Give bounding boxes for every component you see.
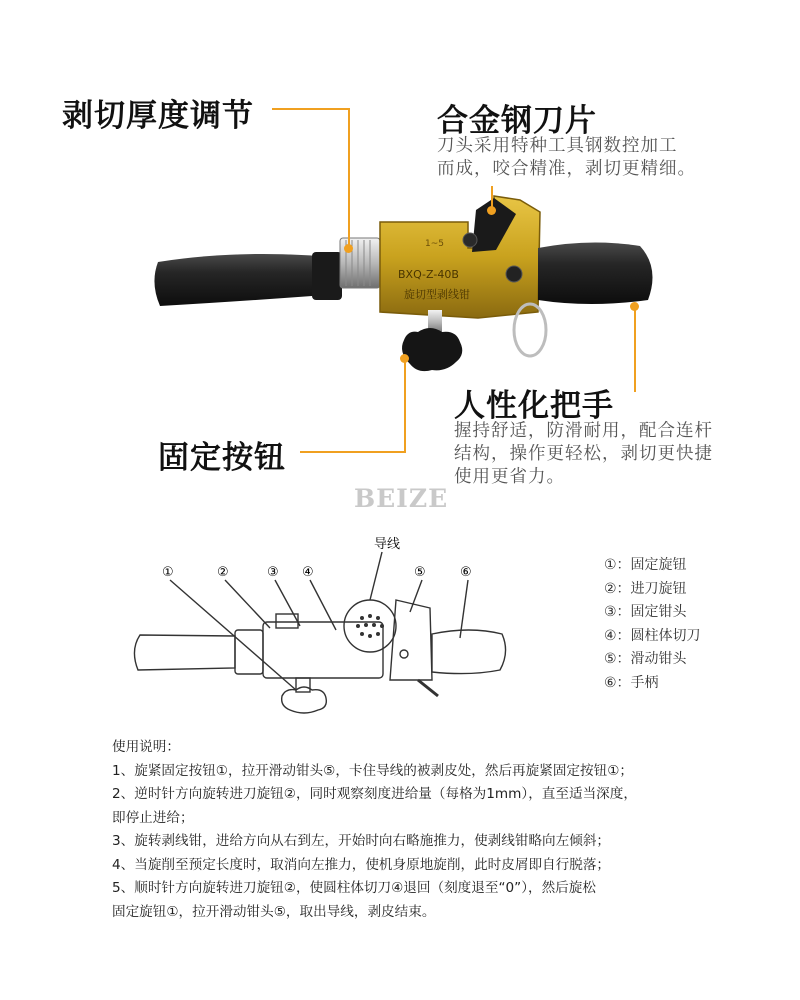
leader-handle-v [634,306,636,392]
watermark: BEIZE [354,484,449,513]
diagram-fixing-knob [282,687,327,713]
leader-blade-dot [487,206,496,215]
desc-blade-line: 刀头采用特种工具钢数控加工 [437,136,678,156]
desc-handle-line: 结构，操作更轻松，剥切更快捷 [454,444,713,464]
diagram-right-handle [432,630,506,674]
diagram-number-2: ② [217,565,229,580]
diagram-number-3: ③ [267,565,279,580]
leader-thickness-v [348,108,350,248]
instruction-line: 固定旋钮①，拉开滑动钳头⑤，取出导线，剥皮结束。 [112,903,436,920]
line-diagram [100,530,520,720]
diagram-wire [344,600,396,652]
diagram-leader-5 [410,580,422,612]
label-ergonomic-handle: 人性化把手 [454,388,614,424]
leader-thickness-dot [344,244,353,253]
legend-item: ④：圆柱体切刀 [604,627,701,644]
diagram-legend [604,554,701,695]
diagram-number-4: ④ [302,565,314,580]
leader-knob-dot [400,354,409,363]
instruction-line: 1、旋紧固定按钮①，拉开滑动钳头⑤，卡住导线的被剥皮处，然后再旋紧固定按钮①； [112,762,633,779]
right-handle-shape [538,242,653,304]
diagram-ring [418,680,438,696]
leader-thickness-h [272,108,350,110]
usage-instructions [112,736,752,924]
diagram-knob-stem [296,678,310,692]
left-handle-shape [154,254,318,306]
leader-knob-v [404,358,406,453]
diagram-pivot [400,650,408,658]
fixing-knob-shape [402,328,462,371]
desc-blade-line: 而成，咬合精准，剥切更精细。 [437,159,696,179]
legend-item: ⑥：手柄 [604,674,659,691]
legend-item: ②：进刀旋钮 [604,580,687,597]
diagram-leader-wire [370,552,382,600]
legend-item: ⑤：滑动钳头 [604,651,687,667]
desc-ergonomic-handle [454,420,774,489]
legend-item: ③：固定钳头 [604,604,687,620]
diagram-leader-3 [275,580,300,626]
diagram-body [263,622,383,678]
label-thickness-adjust: 剥切厚度调节 [62,98,254,134]
diagram-number-1: ① [162,565,174,580]
tool-name: 旋切型剥线钳 [404,288,470,301]
diagram-sliding-head [390,600,432,680]
pivot-screw [506,266,522,282]
desc-handle-line: 握持舒适，防滑耐用，配合连杆 [454,421,713,441]
diagram-number-5: ⑤ [414,565,426,580]
label-fixing-knob: 固定按钮 [158,440,286,476]
instruction-line: 3、旋转剥线钳，进给方向从右到左，开始时向右略施推力，使剥线钳略向左倾斜； [112,833,611,849]
instructions-title: 使用说明： [112,739,180,755]
tool-model: BXQ-Z-40B [398,268,459,281]
left-collar [312,252,342,300]
desc-handle-line: 使用更省力。 [454,467,565,487]
instruction-line: 4、当旋削至预定长度时，取消向左推力，使机身原地旋削，此时皮屑即自行脱落； [112,856,611,873]
diagram-leader-2 [225,580,270,628]
legend-item: ①：固定旋钮 [604,557,687,573]
label-alloy-blade: 合金钢刀片 [437,103,597,139]
tool-stamp: 1~5 [425,239,444,249]
diagram-wire-strands [356,614,384,638]
diagram-left-handle [134,635,235,670]
leader-knob-h [300,451,406,453]
diagram-collar [235,630,263,674]
instruction-line: 即停止进给； [112,809,194,826]
instruction-line: 2、逆时针方向旋转进刀旋钮②，同时观察刻度进给量（每格为1mm），直至适当深度， [112,786,637,802]
diagram-number-6: ⑥ [460,565,472,580]
desc-alloy-blade [437,135,767,181]
diagram-leader-6 [460,580,468,638]
diagram-wire-label: 导线 [374,537,401,552]
instruction-line: 5、顺时针方向旋转进刀旋钮②，使圆柱体切刀④退回（刻度退至“0”），然后旋松 [112,880,596,896]
leader-handle-dot [630,302,639,311]
wire-stripper-illustration [0,0,800,400]
blade-roller [463,233,477,247]
